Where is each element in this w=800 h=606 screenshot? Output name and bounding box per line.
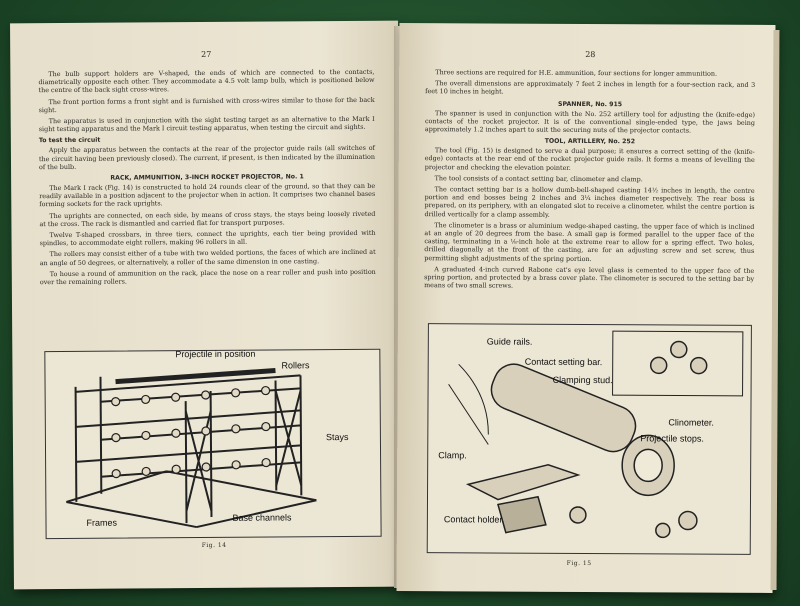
paragraph: The front portion forms a front sight and is furnished with cross-wires similar to those for the back sight. [38,95,375,114]
paragraph: The spanner is used in conjunction with the No. 252 artillery tool for adjusting the (knife-edge) contacts of the rocket projector. It is of the conventional single-ended type, the jaws being approximately 1.2 inches apart to suit the securing nuts of the projector contacts. [424,108,756,135]
paragraph: A graduated 4-inch curved Rabone cat's eye level glass is cemented to the upper face of the spring portion, and protected by a brass cover plate. The clinometer is secured to the setting bar by means of two small screws. [424,265,755,290]
paragraph: The uprights are connected, on each side, by means of cross stays, the stays being loosely riveted at the cross. The rack is dismantled and carried flat for transport purposes. [39,209,376,229]
page-number: 27 [201,49,212,60]
paragraph: Apply the apparatus between the contacts at the rear of the projector guide rails (all switches of the circuit having been previously closed). The current, if present, is then indicated by the illumination of the bulb. [38,144,375,171]
section-heading: RACK, AMMUNITION, 3-INCH ROCKET PROJECTOR, No. 1 [110,173,304,182]
figure-caption: Fig. 14 [201,541,227,550]
paragraph: The bulb support holders are V-shaped, the ends of which are connected to the contacts, diametrically opposite each other. They accommodate a 4.5 volt lamp bulb, which is positioned below the centre of the back sight cross-wires. [38,67,375,95]
label-guide-rails: Guide rails. [486,336,533,347]
paragraph: The tool consists of a contact setting bar, clinometer and clamp. [434,174,643,184]
section-heading: TOOL, ARTILLERY, No. 252 [544,138,636,146]
label-contact-setting-bar: Contact setting bar. [524,356,603,368]
paragraph: The rollers may consist either of a tube with two welded portions, the faces of which are inclined at an angle of 50 degrees, or alternatively, a roller of the same dimension in one casting. [39,248,376,267]
label-projectile-stops: Projectile stops. [640,433,704,444]
rack-illustration [45,350,380,538]
paragraph: The Mark I rack (Fig. 14) is constructed to hold 24 rounds clear of the ground, so that they can be readily available in a position adjacent to the projector when in action. It comprises two channel bases forming sockets for the rack uprights. [39,181,376,209]
label-contact-holder: Contact holder. [443,514,505,525]
label-frames: Frames [86,517,118,528]
label-clinometer: Clinometer. [668,417,714,428]
paragraph: The overall dimensions are approximately 7 feet 2 inches in length for a four-section rack, and 3 feet 10 inches in height. [425,79,756,96]
label-rollers: Rollers [281,360,310,371]
label-projectile: Projectile in position [175,348,256,360]
paragraph: The contact setting bar is a hollow dumb-bell-shaped casting 14½ inches in length, the centre portion and end bosses being 2 inches and 3¼ inches diameter respectively. The rear boss is prepared, on its periphery, with an elongated slot to receive a clinometer, whilst the centre portion is drilled vertically for a clamp assembly. [424,185,755,219]
paragraph: The apparatus is used in conjunction with the sight testing target as an alternative to the Mark I sight testing apparatus and the Mark I circuit testing apparatus, when testing the circuit and sights. [38,114,375,134]
paragraph: Twelve T-shaped crossbars, in three tiers, connect the uprights, each tier being provided with spindles, to accommodate eight rollers, making 96 rollers in all. [39,228,376,248]
paragraph: Three sections are required for H.E. ammunition, four sections for longer ammunition. [435,68,718,78]
label-stays: Stays [325,432,349,443]
figure-14-ammunition-rack [44,349,381,539]
left-page [10,21,402,590]
figure-caption: Fig. 15 [566,559,592,568]
label-base-channels: Base channels [232,512,292,523]
paragraph: The tool (Fig. 15) is designed to serve a dual purpose; it ensures a correct setting of the (knife-edge) contacts at the rear end of the rocket projector guide rails. It forms a means of levelling the projector and checking the elevation pointer. [424,146,755,172]
paragraph: To house a round of ammunition on the rack, place the nose on a rear roller and push into position over the remaining rollers. [39,267,376,287]
section-heading: To test the circuit [38,137,101,145]
figure-15-artillery-tool [427,323,752,555]
right-page [397,23,776,593]
section-heading: SPANNER, No. 915 [558,100,623,108]
label-clamping-stud: Clamping stud. [552,374,613,386]
paragraph: The clinometer is a brass or aluminium wedge-shaped casting, the upper face of which is inclined at an angle of 20 degrees from the base. A small gap is formed parallel to the upper face of the casting, terminating in a ⅛-inch hole at the extreme rear to allow for a spring effect. Two holes, drilled diagonally at the front of the casting, are for an adjusting screw and set screw, thus permitting slight adjustments of the spring portion. [424,221,755,263]
page-number: 28 [585,49,596,60]
label-clamp: Clamp. [438,450,467,461]
